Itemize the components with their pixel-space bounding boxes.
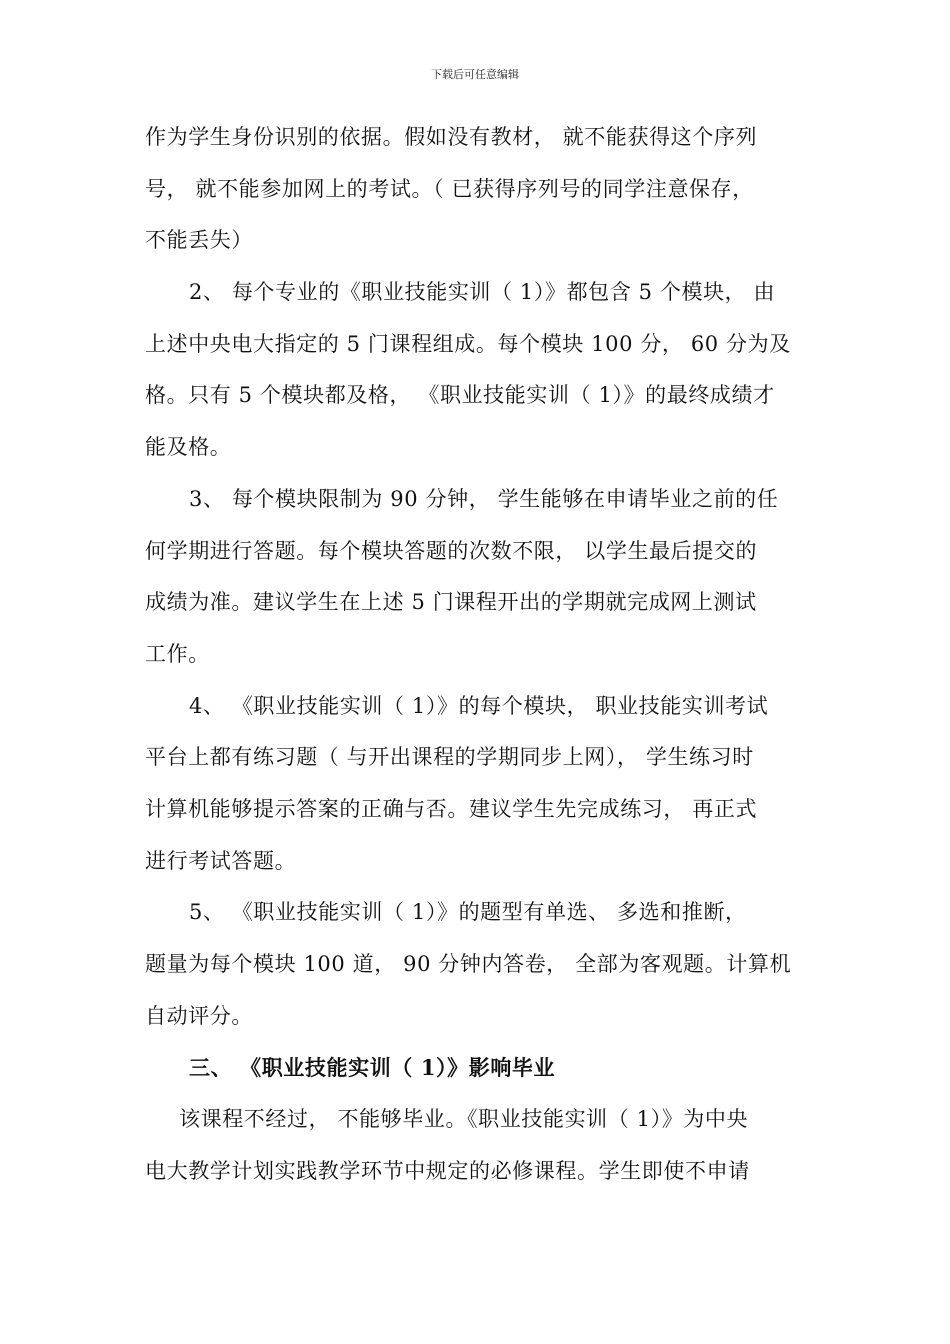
paragraph-3-start: 3、 每个模块限制为 90 分钟， 学生能够在申请毕业之前的任 bbox=[189, 486, 779, 511]
text-line: 号， 就不能参加网上的考试。（ 已获得序列号的同学注意保存， bbox=[145, 176, 754, 201]
paragraph-2-start: 2、 每个专业的《职业技能实训（ 1）》都包含 5 个模块， 由 bbox=[189, 280, 776, 305]
paragraph-4-start: 4、 《职业技能实训（ 1）》的每个模块， 职业技能实训考试 bbox=[189, 693, 769, 718]
text-line: 不能丢失） bbox=[145, 228, 253, 253]
document-body bbox=[145, 112, 809, 1197]
text-line: 题量为每个模块 100 道， 90 分钟内答卷， 全部为客观题。计算机 bbox=[145, 952, 792, 976]
page-header-note: 下载后可任意编辑 bbox=[431, 68, 519, 81]
section-heading: 三、 《职业技能实训（ 1）》影响毕业 bbox=[189, 1055, 556, 1081]
text-line: 计算机能够提示答案的正确与否。建议学生先完成练习， 再正式 bbox=[145, 796, 758, 821]
text-line: 平台上都有练习题（ 与开出课程的学期同步上网）， 学生练习时 bbox=[145, 745, 754, 770]
text-line: 能及格。 bbox=[145, 435, 232, 460]
text-line: 何学期进行答题。每个模块答题的次数不限， 以学生最后提交的 bbox=[145, 538, 758, 563]
paragraph-start: 该课程不经过， 不能够毕业。《职业技能实训（ 1）》为中央 bbox=[179, 1107, 749, 1132]
paragraph-5-start: 5、 《职业技能实训（ 1）》的题型有单选、 多选和推断， bbox=[189, 900, 747, 925]
text-line: 自动评分。 bbox=[145, 1003, 253, 1028]
text-line: 工作。 bbox=[145, 641, 210, 666]
text-line: 上述中央电大指定的 5 门课程组成。每个模块 100 分， 60 分为及 bbox=[145, 331, 791, 356]
text-line: 进行考试答题。 bbox=[145, 848, 297, 873]
text-line: 电大教学计划实践教学环节中规定的必修课程。学生即使不申请 bbox=[145, 1158, 750, 1183]
text-line: 成绩为准。建议学生在上述 5 门课程开出的学期就完成网上测试 bbox=[145, 590, 757, 615]
text-line: 作为学生身份识别的依据。假如没有教材， 就不能获得这个序列 bbox=[145, 125, 758, 149]
text-line: 格。只有 5 个模块都及格， 《职业技能实训（ 1）》的最终成绩才 bbox=[145, 383, 775, 408]
